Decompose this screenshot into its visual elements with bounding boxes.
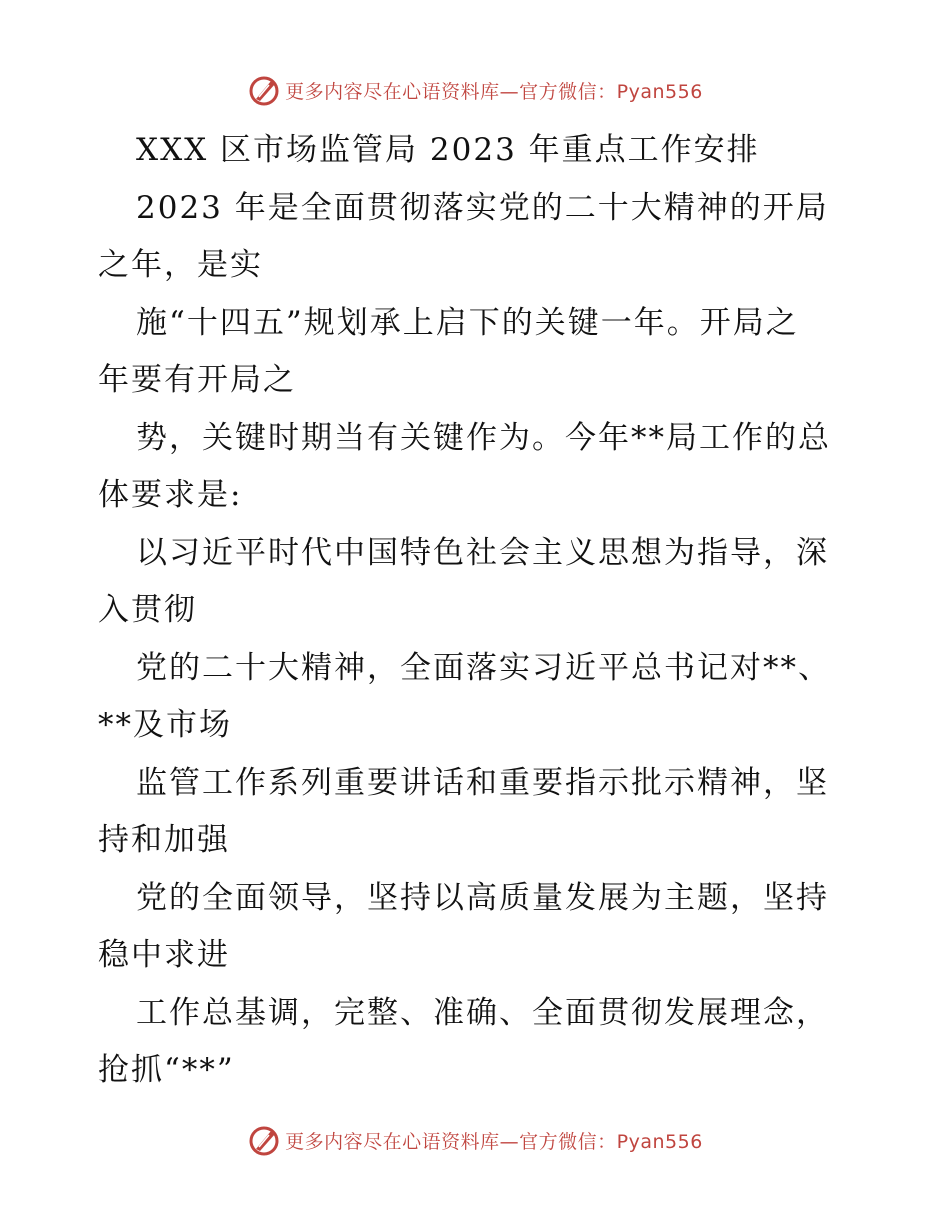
quill-pen-logo-icon: [247, 1123, 281, 1157]
text-line: 抢抓“**”: [98, 1052, 235, 1088]
text-line: 之年，是实: [98, 247, 263, 283]
text-line: 年要有开局之: [98, 362, 296, 398]
text-line: 工作总基调，完整、准确、全面贯彻发展理念，: [136, 994, 829, 1031]
text-line: 势，关键时期当有关键作为。今年**局工作的总: [136, 419, 831, 456]
banner-text: 更多内容尽在心语资料库—官方微信：Pyan556: [285, 80, 703, 103]
text-line: 稳中求进: [98, 937, 230, 973]
header-banner: [0, 70, 950, 110]
quill-pen-logo-icon: [247, 73, 281, 107]
text-line: 体要求是:: [98, 477, 243, 513]
text-line: 施“十四五”规划承上启下的关键一年。开局之: [136, 304, 799, 341]
document-body: [98, 122, 858, 1100]
text-line: 监管工作系列重要讲话和重要指示批示精神，坚: [136, 764, 829, 801]
document-title: XXX 区市场监管局 2023 年重点工作安排: [136, 132, 760, 168]
text-line: 2023 年是全面贯彻落实党的二十大精神的开局: [136, 189, 829, 226]
footer-banner: [0, 1120, 950, 1160]
text-line: **及市场: [98, 707, 232, 743]
text-line: 持和加强: [98, 822, 230, 858]
text-line: 以习近平时代中国特色社会主义思想为指导，深: [136, 534, 829, 571]
text-line: 入贯彻: [98, 592, 197, 628]
banner-text: 更多内容尽在心语资料库—官方微信：Pyan556: [285, 1130, 703, 1153]
text-line: 党的全面领导，坚持以高质量发展为主题，坚持: [136, 879, 829, 916]
text-line: 党的二十大精神，全面落实习近平总书记对**、: [136, 649, 831, 686]
